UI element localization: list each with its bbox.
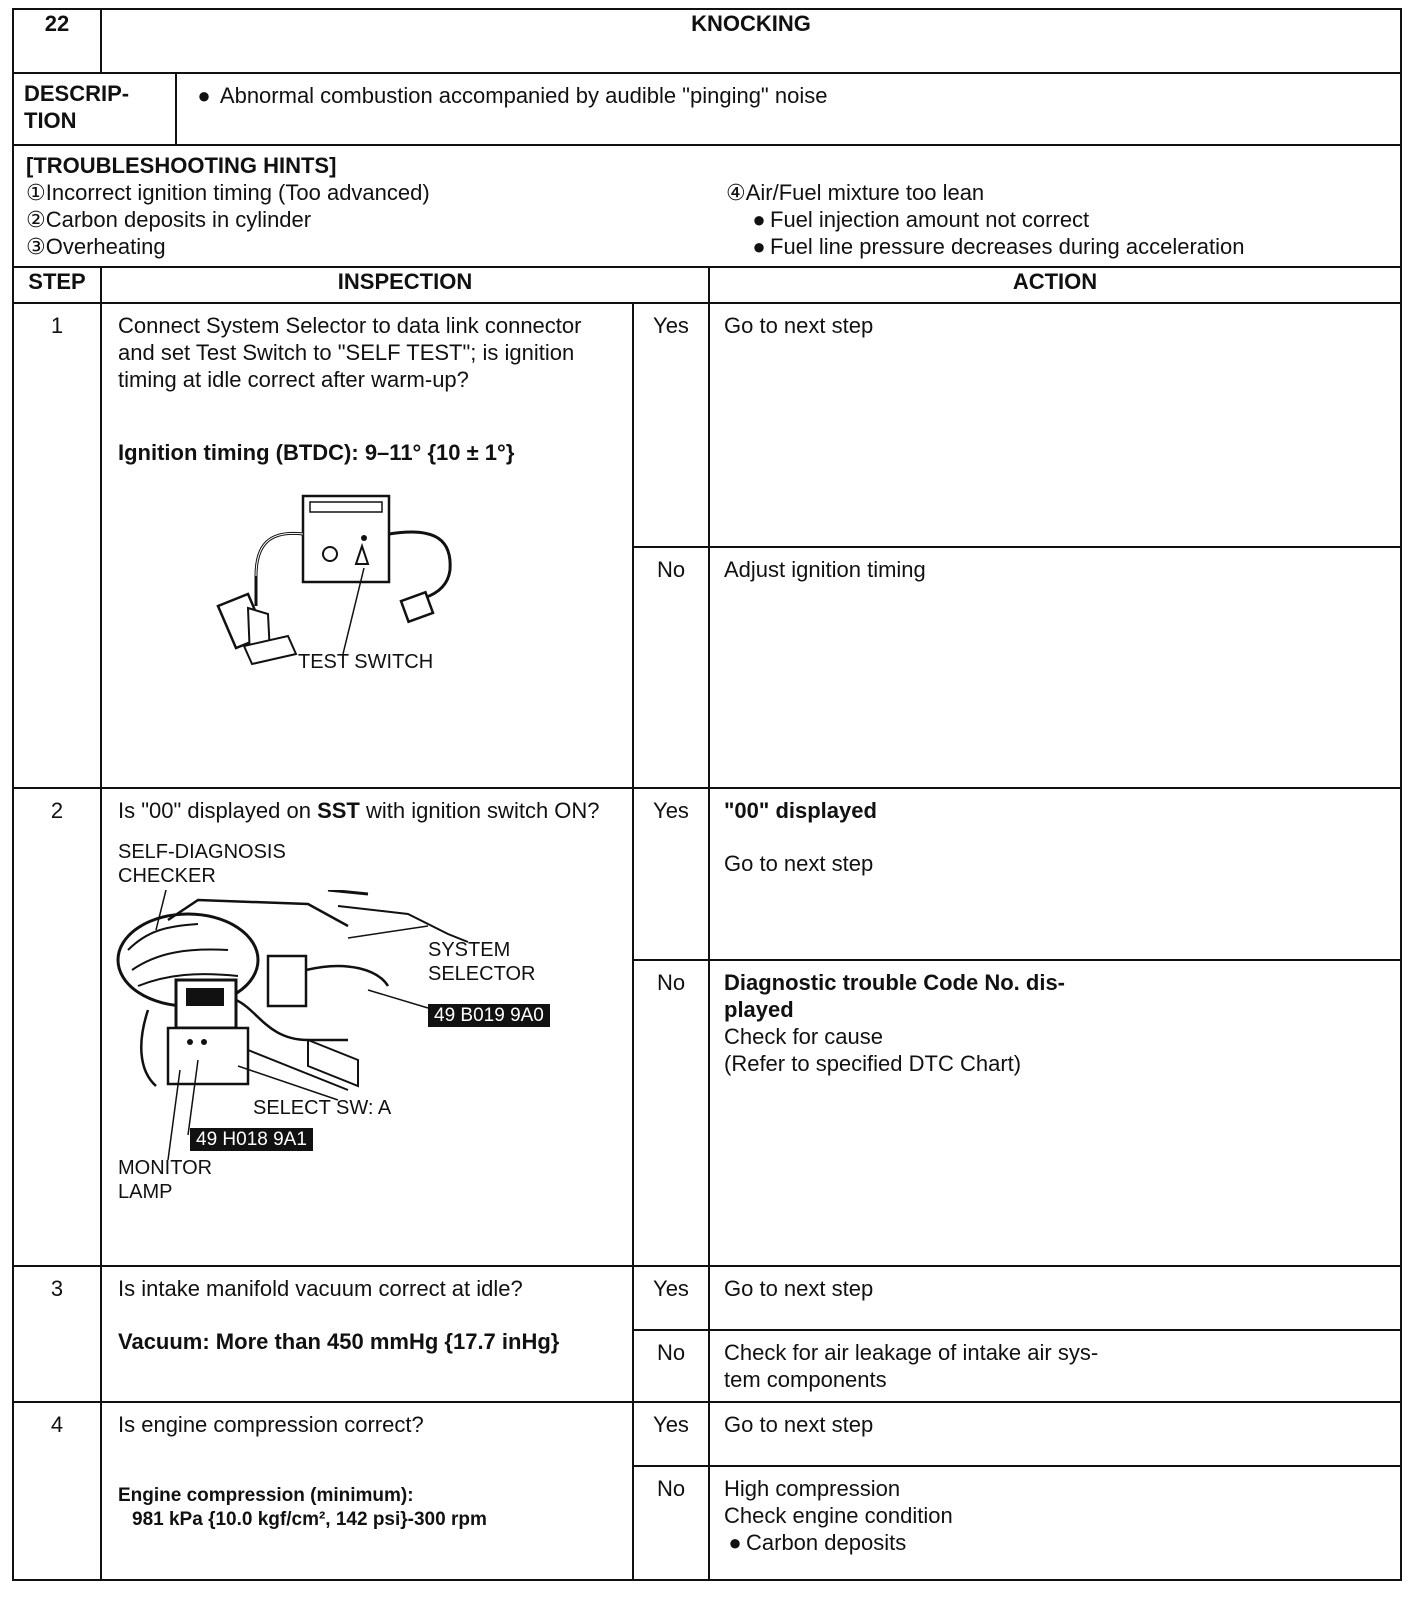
step-1-yes-row bbox=[13, 303, 1401, 547]
hint-sub-item bbox=[726, 206, 1388, 233]
step-number: 1 bbox=[13, 303, 101, 788]
self-diagnosis-label: SELF-DIAGNOSIS CHECKER bbox=[118, 841, 286, 887]
question-text: Is "00" displayed on bbox=[118, 798, 318, 823]
no-ref: (Refer to specified DTC Chart) bbox=[724, 1051, 1022, 1076]
troubleshooting-hints bbox=[13, 145, 1401, 267]
hints-title: [TROUBLESHOOTING HINTS] bbox=[26, 153, 337, 178]
hints-row bbox=[13, 145, 1401, 267]
no-label: No bbox=[633, 1330, 709, 1402]
step-question: Is intake manifold vacuum correct at idle? bbox=[118, 1276, 523, 1301]
hint-text: Air/Fuel mixture too lean bbox=[745, 180, 985, 205]
procedure-number: 22 bbox=[13, 9, 101, 73]
hint-item bbox=[726, 179, 1388, 206]
question-sst: SST bbox=[317, 798, 360, 823]
no-label: No bbox=[633, 960, 709, 1266]
column-action: ACTION bbox=[709, 267, 1401, 303]
no-label: No bbox=[633, 1466, 709, 1580]
no-bullet-text: Carbon deposits bbox=[746, 1530, 907, 1555]
troubleshooting-table bbox=[12, 8, 1402, 1581]
circled-number-icon: ① bbox=[26, 180, 46, 205]
step-4-no-action bbox=[709, 1466, 1401, 1580]
step-question: Connect System Selector to data link connector and set Test Switch to "SELF TEST"; is ignition timing at idle correct after warm-up? bbox=[118, 313, 582, 392]
no-text: Check engine condition bbox=[724, 1503, 953, 1528]
bullet-icon: ● bbox=[197, 83, 211, 108]
page-title: KNOCKING bbox=[101, 9, 1401, 73]
yes-label: Yes bbox=[633, 788, 709, 960]
step-spec-value: 981 kPa {10.0 kgf/cm², 142 psi}-300 rpm bbox=[132, 1509, 487, 1530]
sst-number: 49 B019 9A0 bbox=[428, 1004, 550, 1027]
step-question bbox=[118, 797, 616, 824]
sst-badge-1 bbox=[428, 1000, 550, 1029]
description-label bbox=[13, 73, 176, 145]
troubleshooting-page bbox=[12, 8, 1400, 1606]
hint-sub-text: Fuel line pressure decreases during acceleration bbox=[770, 234, 1245, 259]
hints-right-list bbox=[726, 179, 1388, 260]
circled-number-icon: ④ bbox=[726, 180, 746, 205]
yes-text: Go to next step bbox=[724, 851, 874, 876]
engine-figure bbox=[118, 834, 616, 1224]
step-number: 4 bbox=[13, 1402, 101, 1580]
step-1-no-action: Adjust ignition timing bbox=[709, 547, 1401, 788]
step-3-yes-row bbox=[13, 1266, 1401, 1330]
column-step: STEP bbox=[13, 267, 101, 303]
step-3-yes-action: Go to next step bbox=[709, 1266, 1401, 1330]
step-2-yes-row bbox=[13, 788, 1401, 960]
no-label: No bbox=[633, 547, 709, 788]
sst-number: 49 H018 9A1 bbox=[190, 1128, 313, 1151]
system-selector-illustration bbox=[118, 486, 538, 726]
step-2-no-action bbox=[709, 960, 1401, 1266]
hint-item bbox=[26, 179, 726, 206]
selector-box bbox=[268, 956, 306, 1006]
yes-label: Yes bbox=[633, 1402, 709, 1466]
bullet-icon: ● bbox=[728, 1530, 742, 1555]
circled-number-icon: ② bbox=[26, 207, 46, 232]
step-question: Is engine compression correct? bbox=[118, 1412, 424, 1437]
step-3-inspection bbox=[101, 1266, 633, 1402]
sst-badge-2 bbox=[190, 1124, 313, 1153]
header-row bbox=[13, 9, 1401, 73]
step-spec: Ignition timing (BTDC): 9–11° {10 ± 1°} bbox=[118, 440, 515, 465]
yes-title: "00" displayed bbox=[724, 798, 877, 823]
description-text bbox=[176, 73, 1401, 145]
step-1-yes-action: Go to next step bbox=[709, 303, 1401, 547]
step-4-yes-action: Go to next step bbox=[709, 1402, 1401, 1466]
description-value: Abnormal combustion accompanied by audible "pinging" noise bbox=[219, 83, 828, 108]
no-text: Check for cause bbox=[724, 1024, 883, 1049]
step-2-yes-action bbox=[709, 788, 1401, 960]
step-number: 2 bbox=[13, 788, 101, 1266]
step-2-inspection bbox=[101, 788, 633, 1266]
hint-sub-item bbox=[726, 233, 1388, 260]
yes-label: Yes bbox=[633, 1266, 709, 1330]
hint-text: Incorrect ignition timing (Too advanced) bbox=[45, 180, 430, 205]
monitor-lamp-label: MONITOR LAMP bbox=[118, 1157, 213, 1203]
column-inspection: INSPECTION bbox=[101, 267, 709, 303]
hint-sub-text: Fuel injection amount not correct bbox=[770, 207, 1090, 232]
step-number: 3 bbox=[13, 1266, 101, 1402]
no-text: High compression bbox=[724, 1476, 901, 1501]
step-4-inspection bbox=[101, 1402, 633, 1580]
test-switch-label: TEST SWITCH bbox=[298, 651, 434, 673]
no-title: Diagnostic trouble Code No. dis- played bbox=[724, 970, 1066, 1022]
hint-item bbox=[26, 206, 726, 233]
hint-text: Carbon deposits in cylinder bbox=[45, 207, 312, 232]
description-row bbox=[13, 73, 1401, 145]
hints-left-list bbox=[26, 179, 726, 260]
system-selector-label: SYSTEM SELECTOR bbox=[428, 939, 536, 985]
question-text: with ignition switch ON? bbox=[359, 798, 600, 823]
bullet-icon: ● bbox=[752, 207, 766, 232]
column-header-row bbox=[13, 267, 1401, 303]
hint-text: Overheating bbox=[45, 234, 166, 259]
step-3-no-action: Check for air leakage of intake air sys- tem components bbox=[709, 1330, 1401, 1402]
description-label-text: DESCRIP- TION bbox=[24, 81, 130, 133]
bullet-icon: ● bbox=[752, 234, 766, 259]
hint-item bbox=[26, 233, 726, 260]
select-sw-label: SELECT SW: A bbox=[253, 1097, 392, 1119]
step-1-inspection bbox=[101, 303, 633, 788]
step-spec: Engine compression (minimum): bbox=[118, 1485, 414, 1506]
system-selector-figure bbox=[118, 486, 616, 726]
step-4-yes-row bbox=[13, 1402, 1401, 1466]
yes-label: Yes bbox=[633, 303, 709, 547]
circled-number-icon: ③ bbox=[26, 234, 46, 259]
no-bullet-item bbox=[724, 1529, 1386, 1556]
step-spec: Vacuum: More than 450 mmHg {17.7 inHg} bbox=[118, 1329, 560, 1354]
